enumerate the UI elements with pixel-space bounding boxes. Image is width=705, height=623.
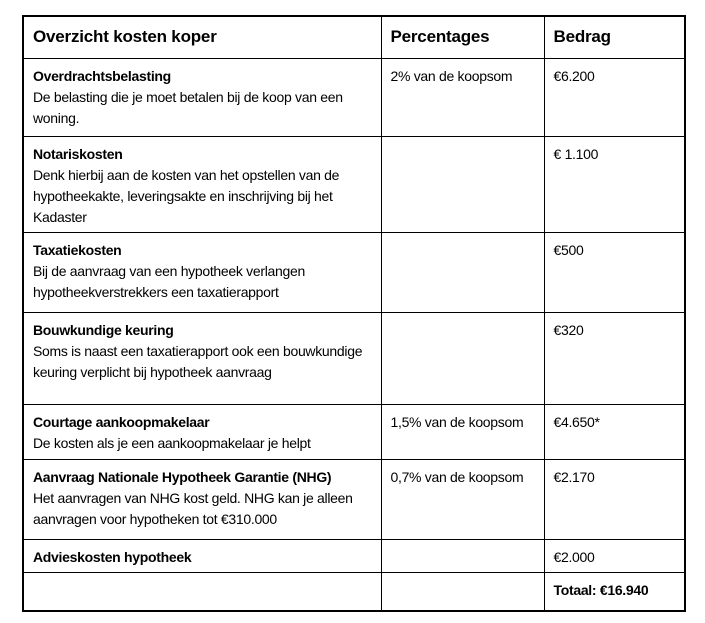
cost-title: Courtage aankoopmakelaar — [33, 413, 210, 430]
table-row-advieskosten-hypotheek — [23, 539, 685, 572]
cost-cell — [23, 459, 381, 539]
cost-description: Soms is naast een taxatierapport ook een bouwkundige keuring verplicht bij hypotheek aanvraag — [33, 342, 363, 380]
cost-title: Taxatiekosten — [33, 241, 122, 258]
amount-cell: €500 — [544, 232, 685, 312]
cost-title: Aanvraag Nationale Hypotheek Garantie (NHG) — [33, 468, 332, 485]
cost-cell — [23, 136, 381, 232]
cost-cell — [23, 539, 381, 572]
table-row-bouwkundige-keuring — [23, 312, 685, 404]
cost-cell — [23, 404, 381, 459]
kosten-koper-table-container — [22, 15, 686, 612]
percentage-cell — [381, 136, 544, 232]
table-row-notariskosten — [23, 136, 685, 232]
cost-cell — [23, 232, 381, 312]
table-row-totaal — [23, 572, 685, 611]
percentage-cell — [381, 572, 544, 611]
percentage-cell — [381, 232, 544, 312]
cost-description: Denk hierbij aan de kosten van het opstellen van de hypotheekakte, leveringsakte en inschrijving bij het Kadaster — [33, 166, 340, 225]
cost-description: Bij de aanvraag van een hypotheek verlangen hypotheekverstrekkers een taxatierapport — [33, 262, 305, 300]
percentage-cell: 2% van de koopsom — [381, 58, 544, 136]
cost-cell — [23, 572, 381, 611]
amount-cell: €6.200 — [544, 58, 685, 136]
header-percentages: Percentages — [381, 16, 544, 58]
percentage-cell — [381, 312, 544, 404]
cost-title: Notariskosten — [33, 145, 123, 162]
cost-title: Overdrachtsbelasting — [33, 67, 171, 84]
amount-cell: €4.650* — [544, 404, 685, 459]
cost-cell — [23, 58, 381, 136]
cost-description: De belasting die je moet betalen bij de koop van een woning. — [33, 88, 343, 126]
percentage-cell: 1,5% van de koopsom — [381, 404, 544, 459]
table-row-taxatiekosten — [23, 232, 685, 312]
cost-cell — [23, 312, 381, 404]
amount-cell: €2.170 — [544, 459, 685, 539]
cost-description: Het aanvragen van NHG kost geld. NHG kan je alleen aanvragen voor hypotheken tot €310.000 — [33, 489, 353, 527]
amount-cell: €2.000 — [544, 539, 685, 572]
percentage-cell: 0,7% van de koopsom — [381, 459, 544, 539]
table-row-aanvraag-nhg — [23, 459, 685, 539]
header-bedrag: Bedrag — [544, 16, 685, 58]
amount-cell: € 1.100 — [544, 136, 685, 232]
table-row-courtage-aankoopmakelaar — [23, 404, 685, 459]
total-amount: Totaal: €16.940 — [544, 572, 685, 611]
percentage-cell — [381, 539, 544, 572]
header-overzicht-kosten-koper: Overzicht kosten koper — [23, 16, 381, 58]
cost-description: De kosten als je een aankoopmakelaar je helpt — [33, 434, 311, 451]
table-row-overdrachtsbelasting — [23, 58, 685, 136]
kosten-koper-table — [22, 15, 686, 612]
table-header-row — [23, 16, 685, 58]
cost-title: Advieskosten hypotheek — [33, 548, 192, 565]
cost-title: Bouwkundige keuring — [33, 321, 174, 338]
amount-cell: €320 — [544, 312, 685, 404]
